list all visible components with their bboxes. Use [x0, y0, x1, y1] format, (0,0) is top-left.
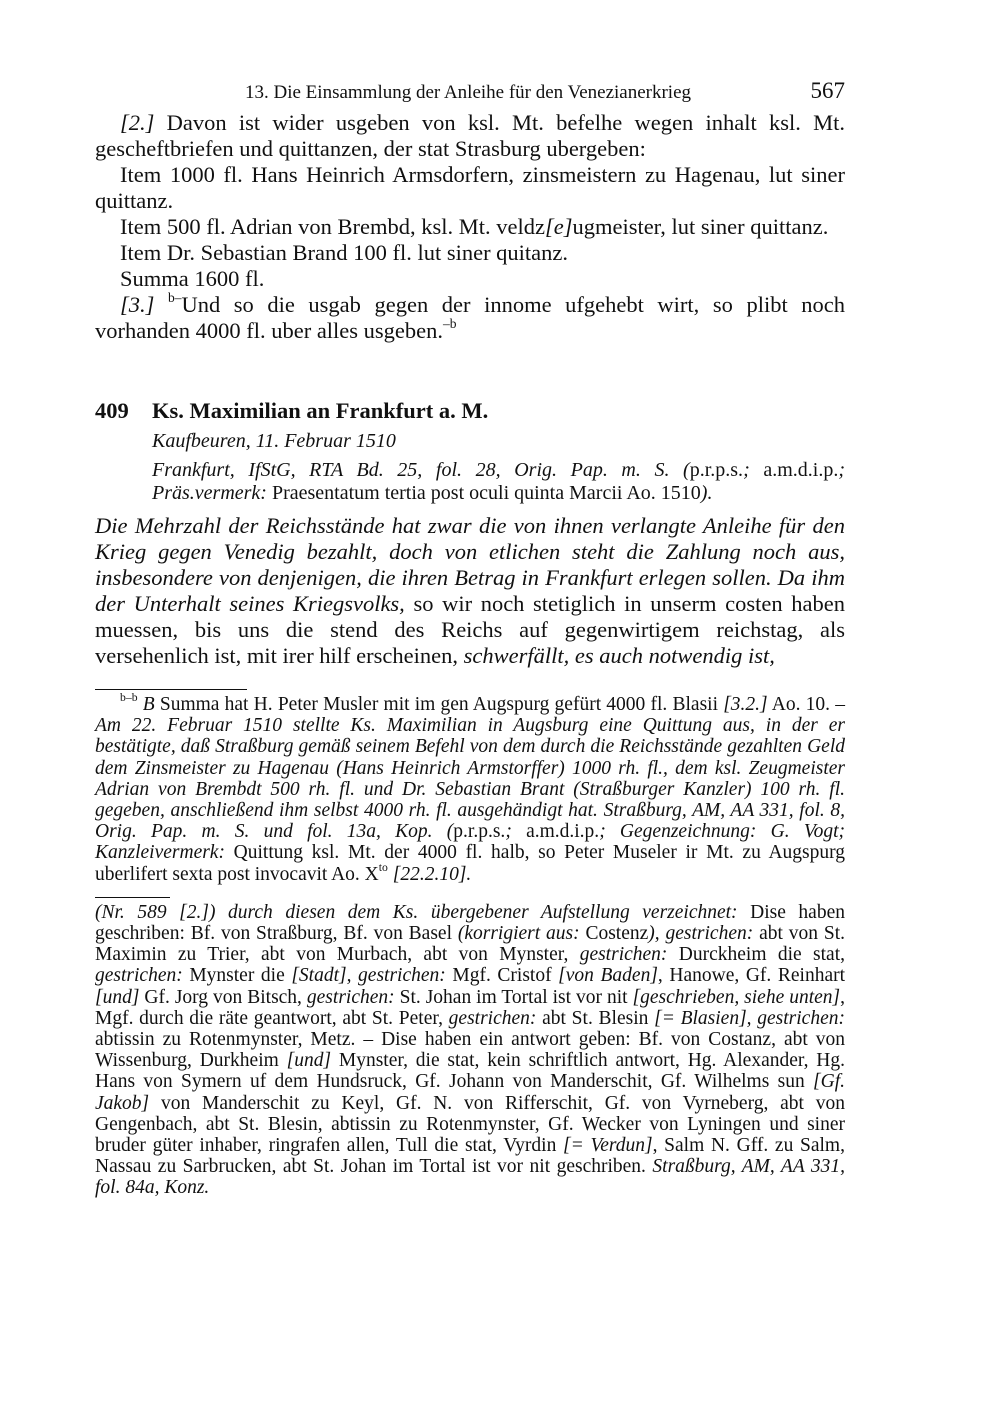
summa-line: Summa 1600 fl. [120, 266, 265, 291]
footnote-b: $^{b-b}$ B Summa hat H. Peter Musler mit im gen Augspurg gefürt 4000 fl. Blasii [3.2.] Ao. 10. – Am 22. Februar 1510 stellte Ks. Maximilian in Augsburg eine Quittung aus, in der er bestätigte, daß Straßburg gemäß seinem Befehl von dem durch die Reichsstände gezahlten Geld dem Zinsmeister zu Hagenau (Hans Heinrich Armstorffer) 1000 rh. fl., dem ksl. Zeugmeister Adrian von Brembdt 500 rh. fl. und Dr. Sebastian Brant (Straßburger Kanzler) 100 rh. fl. gegeben, anschließend ihm selbst 4000 rh. fl. ausgehändigt hat. Straßburg, AM, AA 331, fol. 8, Orig. Pap. m. S. und fol. 13a, Kop. (p.r.p.s.; a.m.d.i.p.; Gegenzeichnung: G. Vogt; Kanzleivermerk: Quittung ksl. Mt. der 4000 fl. halb, so Peter Museler ir Mt. zu Augspurg uberlifert sexta post invocavit Ao. $X^{to}$ [22.2.10]. [95, 691, 845, 885]
item-1: Item 1000 fl. Hans Heinrich Armsdorfern, zinsmeistern zu Hagenau, lut siner quittanz. [95, 162, 845, 213]
footnote-ref-open: b– [167, 290, 182, 306]
section-marker: [3.] [120, 292, 155, 317]
entry-heading [95, 396, 845, 426]
running-title: 13. Die Einsammlung der Anleihe für den Venezianerkrieg [245, 82, 692, 103]
entry-place-date: Kaufbeuren, 11. Februar 1510 [152, 430, 396, 452]
running-header [245, 78, 845, 110]
section-marker: [2.] [120, 110, 155, 135]
entry-title: Ks. Maximilian an Frankfurt a. M. [152, 398, 489, 423]
footnote-continuation: (Nr. 589 [2.]) durch diesen dem Ks. übergebener Aufstellung verzeichnet: Dise haben geschriben: Bf. von Straßburg, Bf. von Basel (korrigiert aus: Costenz), gestrichen: abt von St. Maximin zu Trier, abt von Murbach, abt von Mynster, gestrichen: Durckheim die stat, gestrichen: Mynster die [Stadt], gestrichen: Mgf. Cristof [von Baden], Hanowe, Gf. Reinhart [und] Gf. Jorg von Bitsch, gestrichen: St. Johan im Tortal ist vor nit [geschrieben, siehe unten], Mgf. durch die räte geantwort, abt St. Peter, gestrichen: abt St. Blesin [= Blasien], gestrichen: abtissin zu Rotenmynster, Metz. – Dise haben ein antwort geben: Bf. von Costanz, abt von Wissenburg, Durkheim [und] Mynster, die stat, kein schriftlich antwort, Hg. Alexander, Hg. Hans von Symern uf dem Hundsruck, Gf. Johann von Manderschit, Gf. Wilhelms sun [Gf. Jakob] von Manderschit zu Keyl, Gf. N. von Rifferschit, Gf. von Vyrneberg, abt von Gengenbach, abt St. Blesin, abtissin zu Rotenmynster, Gf. Wecker von Lyningen und siner bruder güter inhaber, ringrafen allen, Tull die stat, Vyrdin [= Verdun], Salm N. Gff. zu Salm, Nassau zu Sarbrucken, abt St. Johan im Tortal ist vor nit geschriben. Straßburg, AM, AA 331, fol. 84a, Konz. [95, 901, 846, 1199]
entry-source: Frankfurt, IfStG, RTA Bd. 25, fol. 28, Orig. Pap. m. S. (p.r.p.s.; a.m.d.i.p.; Präs.vermerk: Praesentatum tertia post oculi quinta Marcii Ao. 1510). [152, 459, 845, 504]
footnote-rule [95, 689, 247, 690]
paragraph-3: [3.] $^{b-}$Und so die usgab gegen der innome ufgehebt wirt, so plibt noch vorhanden 4000 fl. uber alles usgeben.$^{-b}$ [95, 290, 846, 343]
item-2: Item 500 fl. Adrian von Brembd, ksl. Mt. veldz[e]ugmeister, lut siner quittanz. [120, 214, 829, 239]
entry-body: Die Mehrzahl der Reichsstände hat zwar die von ihnen verlangte Anleihe für den Krieg gegen Venedig bezahlt, doch von etlichen steht die Zahlung noch aus, insbesondere von denjenigen, die ihren Betrag in Frankfurt erlegen sollen. Da ihm der Unterhalt seines Kriegsvolks, so wir noch stetiglich in unserm costen haben muessen, bis uns die stend des Reichs auf gegenwirtigem reichstag, als versehenlich ist, mit irer hilf erscheinen, schwerfällt, es auch notwendig ist, [95, 513, 845, 668]
item-3: Item Dr. Sebastian Brand 100 fl. lut siner quitanz. [120, 240, 569, 265]
footnote-continuation-rule [95, 897, 170, 898]
page [95, 78, 845, 1199]
entry-number: 409 [95, 398, 129, 423]
page-number: 567 [810, 78, 845, 103]
paragraph-2: [2.] Davon ist wider usgeben von ksl. Mt. befelhe wegen inhalt ksl. Mt. gescheftbriefen und quittanzen, der stat Strasburg ubergeben: [95, 110, 845, 161]
footnote-marker: b–b [120, 691, 138, 705]
footnote-ref-close: –b [443, 316, 457, 332]
